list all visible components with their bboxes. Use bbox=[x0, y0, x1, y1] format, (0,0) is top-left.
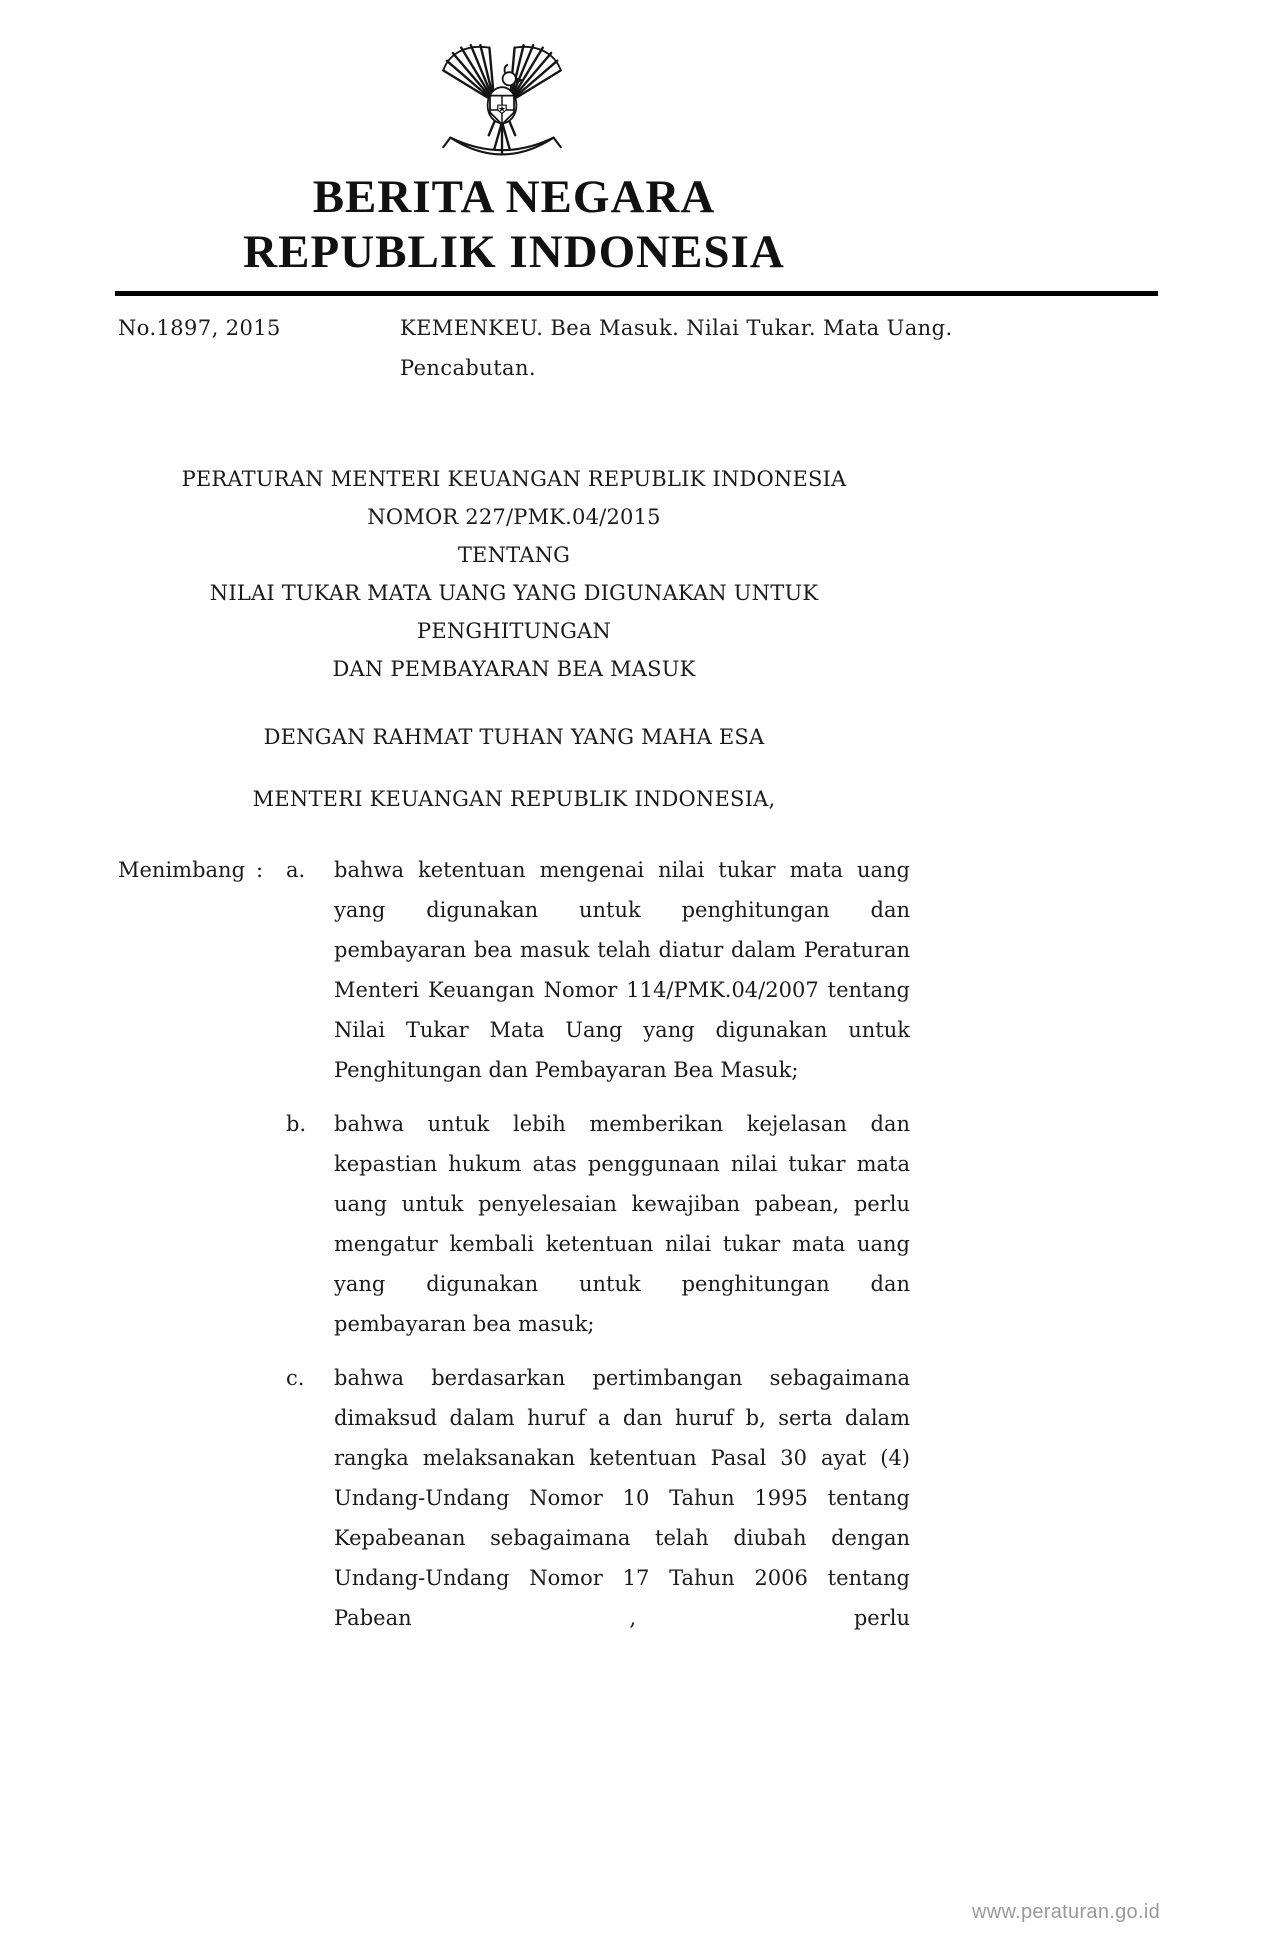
gazette-subject-line2: Pencabutan. bbox=[400, 356, 536, 380]
gazette-title-line2: REPUBLIK INDONESIA bbox=[243, 226, 785, 278]
invocation-line: DENGAN RAHMAT TUHAN YANG MAHA ESA bbox=[263, 725, 765, 749]
regulation-title-block bbox=[118, 460, 910, 818]
regulation-subject-line1: NILAI TUKAR MATA UANG YANG DIGUNAKAN UNTUK PENGHITUNGAN bbox=[209, 581, 819, 643]
considerations-separator: : bbox=[256, 858, 264, 882]
consideration-item-letter: b. bbox=[286, 1112, 307, 1136]
garuda-pancasila-emblem bbox=[436, 44, 568, 170]
consideration-item-text: bahwa ketentuan mengenai nilai tukar mata uang yang digunakan untuk penghitungan dan pembayaran bea masuk telah diatur dalam Peraturan Menteri Keuangan Nomor 114/PMK.04/2007 tentang Nilai Tukar Mata Uang yang digunakan untuk Penghitungan dan Pembayaran Bea Masuk; bbox=[334, 858, 910, 1082]
gazette-subject-line1: KEMENKEU. Bea Masuk. Nilai Tukar. Mata Uang. bbox=[400, 316, 953, 340]
regulation-title-line1: PERATURAN MENTERI KEUANGAN REPUBLIK INDONESIA bbox=[181, 467, 847, 491]
gazette-masthead bbox=[118, 170, 910, 280]
source-url: www.peraturan.go.id bbox=[971, 1901, 1160, 1923]
authority-line: MENTERI KEUANGAN REPUBLIK INDONESIA, bbox=[252, 787, 776, 811]
gazette-title-line1: BERITA NEGARA bbox=[312, 171, 716, 223]
regulation-number: NOMOR 227/PMK.04/2015 bbox=[367, 505, 661, 529]
masthead-rule bbox=[115, 291, 1158, 296]
consideration-item-text: bahwa berdasarkan pertimbangan sebagaimana dimaksud dalam huruf a dan huruf b, serta dalam rangka melaksanakan ketentuan Pasal 30 ayat (4) Undang-Undang Nomor 10 Tahun 1995 tentang Kepabeanan sebagaimana telah diubah dengan Undang-Undang Nomor 17 Tahun 2006 tentang Pabean , perlu bbox=[334, 1366, 910, 1630]
consideration-item-letter: c. bbox=[286, 1366, 305, 1390]
regulation-tentang: TENTANG bbox=[457, 543, 571, 567]
consideration-item-text: bahwa untuk lebih memberikan kejelasan dan kepastian hukum atas penggunaan nilai tukar mata uang untuk penyelesaian kewajiban pabean, perlu mengatur kembali ketentuan nilai tukar mata uang yang digunakan untuk penghitungan dan pembayaran bea masuk; bbox=[334, 1112, 910, 1336]
consideration-item-letter: a. bbox=[286, 858, 306, 882]
gazette-subject bbox=[400, 308, 953, 388]
considerations-label: Menimbang bbox=[118, 858, 246, 882]
gazette-number: No.1897, 2015 bbox=[118, 316, 281, 340]
gazette-meta bbox=[118, 308, 953, 388]
considerations-section bbox=[118, 850, 910, 1638]
garuda-icon bbox=[436, 44, 568, 170]
regulation-subject-line2: DAN PEMBAYARAN BEA MASUK bbox=[332, 657, 696, 681]
